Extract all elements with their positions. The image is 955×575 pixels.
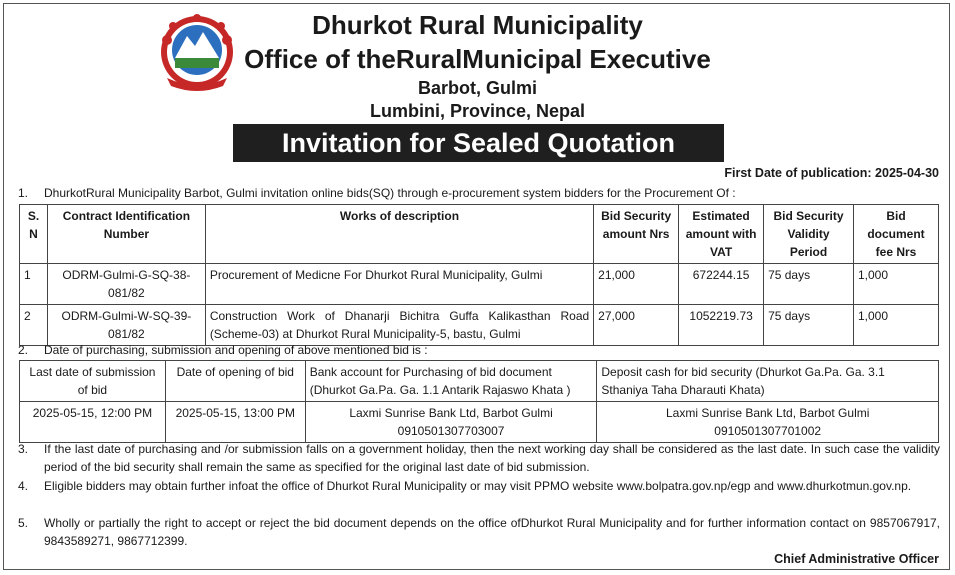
procurement-table (19, 204, 939, 346)
cell-contract-id: ODRM-Gulmi-G-SQ-38-081/82 (47, 264, 205, 305)
item-text: Date of purchasing, submission and opening of above mentioned bid is : (44, 343, 428, 357)
cell-sn: 2 (20, 305, 48, 346)
bid-dates-table (19, 360, 939, 443)
address-line: Barbot, Gulmi (417, 78, 537, 98)
item-text: DhurkotRural Municipality Barbot, Gulmi invitation online bids(SQ) through e-procurement system bidders for the Procurement Of : (44, 186, 736, 200)
col-works: Works of description (205, 205, 593, 264)
deposit-account-number: 0910501307701002 (714, 424, 822, 438)
item-text: Wholly or partially the right to accept or reject the bid document depends on the office ofDhurkot Rural Municipality and for further information contact on 9857067917, 9843589271, 9867712399. (44, 516, 940, 548)
cell-validity: 75 days (764, 305, 854, 346)
table-row (20, 402, 939, 443)
cell-contract-id: ODRM-Gulmi-W-SQ-39-081/82 (47, 305, 205, 346)
item-3 (18, 440, 940, 476)
table-header-row (20, 205, 939, 264)
bank-name: Laxmi Sunrise Bank Ltd, Barbot Gulmi (349, 406, 553, 420)
item-text: If the last date of purchasing and /or submission falls on a government holiday, then the next working day shall be considered as the last date. In such case the validity period of the bid security shall remain the same as specified for the original last date of bid submission. (44, 442, 940, 474)
province-line: Lumbini, Province, Nepal (369, 101, 586, 121)
item-text: Eligible bidders may obtain further infoat the office of Dhurkot Rural Municipality or may visit PPMO website www.bolpatra.gov.np/egp and www.dhurkotmun.gov.np. (44, 479, 912, 493)
item-5 (18, 514, 940, 550)
item-number: 2. (18, 343, 29, 357)
notice-title-banner: Invitation for Sealed Quotation (233, 124, 724, 162)
col-sn: S. N (20, 205, 48, 264)
item-4 (18, 477, 940, 495)
cell-fee: 1,000 (854, 264, 939, 305)
col-bid-security: Bid Security amount Nrs (594, 205, 679, 264)
cell-bid-security: 21,000 (594, 264, 679, 305)
cell-validity: 75 days (764, 264, 854, 305)
item-2 (18, 341, 940, 359)
col-fee: Bid document fee Nrs (854, 205, 939, 264)
col-deposit: Deposit cash for bid security (Dhurkot Ga.Pa. Ga. 3.1 Sthaniya Taha Dharauti Khata) (597, 361, 939, 402)
cell-opening-date: 2025-05-15, 13:00 PM (165, 402, 305, 443)
item-number: 4. (18, 479, 29, 493)
office-name: Office of theRuralMunicipal Executive (244, 44, 711, 74)
table-row (20, 264, 939, 305)
cell-estimated: 672244.15 (679, 264, 764, 305)
item-number: 3. (18, 442, 29, 456)
col-opening-date: Date of opening of bid (165, 361, 305, 402)
cell-deposit (597, 402, 939, 443)
cell-bid-security: 27,000 (594, 305, 679, 346)
cell-sn: 1 (20, 264, 48, 305)
item-number: 5. (18, 516, 29, 530)
deposit-bank-name: Laxmi Sunrise Bank Ltd, Barbot Gulmi (665, 406, 870, 420)
item-number: 1. (18, 186, 29, 200)
table-header-row (20, 361, 939, 402)
cell-estimated: 1052219.73 (679, 305, 764, 346)
cell-works: Procurement of Medicne For Dhurkot Rural Municipality, Gulmi (205, 264, 593, 305)
col-bank-account: Bank account for Purchasing of bid document (Dhurkot Ga.Pa. Ga. 1.1 Antarik Rajaswo Khata ) (305, 361, 597, 402)
municipality-name: Dhurkot Rural Municipality (312, 10, 643, 40)
cell-last-date: 2025-05-15, 12:00 PM (20, 402, 166, 443)
cell-bank-account (305, 402, 597, 443)
item-1 (18, 184, 940, 202)
table-row (20, 305, 939, 346)
cell-fee: 1,000 (854, 305, 939, 346)
col-last-date: Last date of submission of bid (20, 361, 166, 402)
publication-date: First Date of publication: 2025-04-30 (724, 166, 939, 180)
signatory-title: Chief Administrative Officer (774, 552, 939, 566)
cell-works: Construction Work of Dhanarji Bichitra Guffa Kalikasthan Road (Scheme-03) at Dhurkot Rural Municipality-5, bastu, Gulmi (205, 305, 593, 346)
col-estimated: Estimated amount with VAT (679, 205, 764, 264)
col-contract-id: Contract Identification Number (47, 205, 205, 264)
bank-account-number: 0910501307703007 (397, 424, 505, 438)
col-validity: Bid Security Validity Period (764, 205, 854, 264)
